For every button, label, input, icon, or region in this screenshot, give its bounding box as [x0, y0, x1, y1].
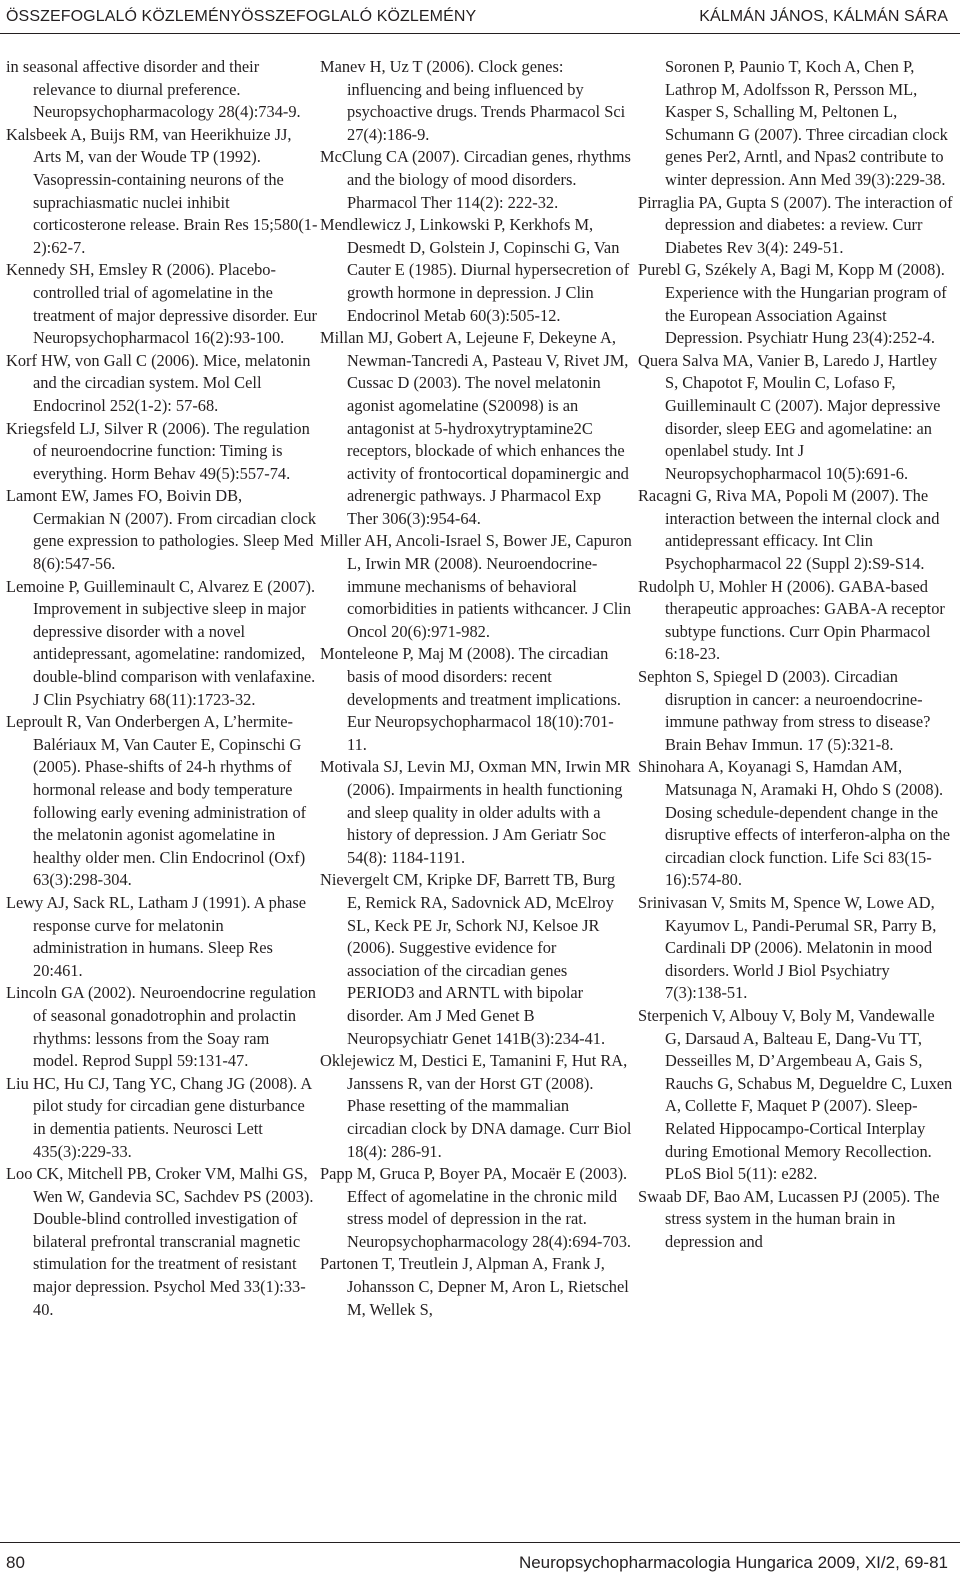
running-header-section: ÖSSZEFOGLALÓ KÖZLEMÉNYÖSSZEFOGLALÓ KÖZLEMÉNY — [6, 8, 477, 25]
reference-column-1 — [6, 56, 318, 1321]
reference-entry: Lamont EW, James FO, Boivin DB, Cermakian N (2007). From circadian clock gene expression to pathologies. Sleep Med 8(6):547-56. — [6, 486, 317, 574]
reference-entry: Swaab DF, Bao AM, Lucassen PJ (2005). The stress system in the human brain in depression and — [638, 1186, 940, 1251]
reference-column-3 — [638, 56, 954, 1253]
reference-entry: Millan MJ, Gobert A, Lejeune F, Dekeyne A, Newman-Tancredi A, Pasteau V, Rivet JM, Cussac D (2003). The novel melatonin agonist agomelatine (S20098) is an antagonist at 5-hydroxytryptamine2C receptors, blockade of which enhances the activity of frontocortical dopaminergic and adrenergic pathways. J Pharmacol Exp Ther 306(3):954-64. — [320, 328, 629, 528]
reference-entry: Purebl G, Székely A, Bagi M, Kopp M (2008). Experience with the Hungarian program of the European Association Against Depression. Psychiatr Hung 23(4):252-4. — [638, 260, 947, 348]
reference-entry: Rudolph U, Mohler H (2006). GABA-based therapeutic approaches: GABA-A receptor subtype functions. Curr Opin Pharmacol 6:18-23. — [638, 576, 945, 664]
reference-entry: Loo CK, Mitchell PB, Croker VM, Malhi GS, Wen W, Gandevia SC, Sachdev PS (2003). Double-blind controlled investigation of bilateral prefrontal transcranial magnetic stimulation for the treatment of resistant major depression. Psychol Med 33(1):33-40. — [6, 1164, 314, 1319]
reference-entry: Pirraglia PA, Gupta S (2007). The interaction of depression and diabetes: a review. Curr Diabetes Rev 3(4): 249-51. — [638, 192, 953, 257]
reference-entry: Korf HW, von Gall C (2006). Mice, melatonin and the circadian system. Mol Cell Endocrinol 252(1-2): 57-68. — [6, 350, 311, 415]
header-rule — [0, 33, 960, 34]
reference-entry: Partonen T, Treutlein J, Alpman A, Frank J, Johansson C, Depner M, Aron L, Rietschel M, Wellek S, — [320, 1254, 629, 1319]
reference-entry: Motivala SJ, Levin MJ, Oxman MN, Irwin MR (2006). Impairments in health functioning and sleep quality in older adults with a history of depression. J Am Geriatr Soc 54(8): 1184-1191. — [320, 757, 631, 867]
reference-entry: Shinohara A, Koyanagi S, Hamdan AM, Matsunaga N, Aramaki H, Ohdo S (2008). Dosing schedule-dependent change in the disruptive effects of interferon-alpha on the circadian clock function. Life Sci 83(15-16):574-80. — [638, 757, 951, 890]
reference-entry: Racagni G, Riva MA, Popoli M (2007). The interaction between the internal clock and antidepressant efficacy. Int Clin Psychopharmacol 22 (Suppl 2):S9-S14. — [638, 486, 940, 574]
reference-entry: Sterpenich V, Albouy V, Boly M, Vandewalle G, Darsaud A, Balteau E, Dang-Vu TT, Desseilles M, D’Argembeau A, Gais S, Rauchs G, Schabus M, Degueldre C, Luxen A, Collette F, Maquet P (2007). Sleep-Related Hippocampo-Cortical Interplay during Emotional Memory Recollection. PLoS Biol 5(11): e282. — [638, 1005, 953, 1184]
reference-entry: Kennedy SH, Emsley R (2006). Placebo-controlled trial of agomelatine in the treatment of major depressive disorder. Eur Neuropsychopharmacol 16(2):93-100. — [6, 260, 318, 348]
reference-entry: Srinivasan V, Smits M, Spence W, Lowe AD, Kayumov L, Pandi-Perumal SR, Parry B, Cardinali DP (2006). Melatonin in mood disorders. World J Biol Psychiatry 7(3):138-51. — [638, 892, 937, 1003]
reference-entry: Lewy AJ, Sack RL, Latham J (1991). A phase response curve for melatonin administration in humans. Sleep Res 20:461. — [6, 892, 306, 980]
reference-entry: Liu HC, Hu CJ, Tang YC, Chang JG (2008). A pilot study for circadian gene disturbance in dementia patients. Neurosci Lett 435(3):229-33. — [6, 1073, 312, 1161]
reference-entry: Kalsbeek A, Buijs RM, van Heerikhuize JJ, Arts M, van der Woude TP (1992). Vasopressin-containing neurons of the suprachiasmatic nuclei inhibit corticosterone release. Brain Res 15;580(1-2):62-7. — [6, 124, 318, 257]
reference-entry: Lincoln GA (2002). Neuroendocrine regulation of seasonal gonadotrophin and prolactin rhythms: lessons from the Soay ram model. Reprod Suppl 59:131-47. — [6, 983, 316, 1071]
reference-entry: Quera Salva MA, Vanier B, Laredo J, Hartley S, Chapotot F, Moulin C, Lofaso F, Guilleminault C (2007). Major depressive disorder, sleep EEG and agomelatine: an openlabel study. Int J Neuropsychopharmacol 10(5):691-6. — [638, 350, 941, 483]
reference-column-2 — [320, 56, 632, 1321]
reference-entry: Sephton S, Spiegel D (2003). Circadian disruption in cancer: a neuroendocrine-immune pathway from stress to disease? Brain Behav Immun. 17 (5):321-8. — [638, 667, 931, 754]
running-header-authors: KÁLMÁN JÁNOS, KÁLMÁN SÁRA — [699, 8, 948, 25]
reference-entry: in seasonal affective disorder and their relevance to diurnal preference. Neuropsychopharmacology 28(4):734-9. — [6, 57, 301, 122]
footer-rule — [0, 1542, 960, 1543]
reference-entry: Oklejewicz M, Destici E, Tamanini F, Hut RA, Janssens R, van der Horst GT (2008). Phase resetting of the mammalian circadian clock by DNA damage. Curr Biol 18(4): 286-91. — [320, 1051, 632, 1161]
reference-entry: Kriegsfeld LJ, Silver R (2006). The regulation of neuroendocrine function: Timing is everything. Horm Behav 49(5):557-74. — [6, 418, 310, 483]
reference-entry: Nievergelt CM, Kripke DF, Barrett TB, Burg E, Remick RA, Sadovnick AD, McElroy SL, Keck PE Jr, Schork NJ, Kelsoe JR (2006). Suggestive evidence for association of the circadian genes PERIOD3 and ARNTL with bipolar disorder. Am J Med Genet B Neuropsychiatr Genet 141B(3):234-41. — [320, 870, 616, 1048]
reference-entry: Papp M, Gruca P, Boyer PA, Mocaër E (2003). Effect of agomelatine in the chronic mild stress model of depression in the rat. Neuropsychopharmacology 28(4):694-703. — [320, 1164, 632, 1251]
reference-entry: Monteleone P, Maj M (2008). The circadian basis of mood disorders: recent developments and treatment implications. Eur Neuropsychopharmacol 18(10):701-11. — [320, 644, 622, 754]
reference-entry: McClung CA (2007). Circadian genes, rhythms and the biology of mood disorders. Pharmacol Ther 114(2): 222-32. — [320, 147, 631, 212]
reference-entry: Mendlewicz J, Linkowski P, Kerkhofs M, Desmedt D, Golstein J, Copinschi G, Van Cauter E (1985). Diurnal hypersecretion of growth hormone in depression. J Clin Endocrinol Metab 60(3):505-12. — [320, 215, 630, 325]
reference-entry-continued: Soronen P, Paunio T, Koch A, Chen P, Lathrop M, Adolfsson R, Persson ML, Kasper S, Schalling M, Peltonen L, Schumann G (2007). Three circadian clock genes Per2, Arntl, and Npas2 contribute to winter depression. Ann Med 39(3):229-38. — [665, 57, 948, 189]
reference-entry: Lemoine P, Guilleminault C, Alvarez E (2007). Improvement in subjective sleep in major depressive disorder with a novel antidepressant, agomelatine: randomized, double-blind comparison with venlafaxine. J Clin Psychiatry 68(11):1723-32. — [6, 576, 316, 709]
page-number: 80 — [6, 1553, 25, 1572]
reference-entry: Miller AH, Ancoli-Israel S, Bower JE, Capuron L, Irwin MR (2008). Neuroendocrine-immune mechanisms of behavioral comorbidities in patients withcancer. J Clin Oncol 20(6):971-982. — [320, 531, 632, 641]
reference-entry: Manev H, Uz T (2006). Clock genes: influencing and being influenced by psychoactive drugs. Trends Pharmacol Sci 27(4):186-9. — [320, 57, 626, 144]
journal-citation: Neuropsychopharmacologia Hungarica 2009, XI/2, 69-81 — [518, 1553, 948, 1572]
reference-entry: Leproult R, Van Onderbergen A, L’hermite-Balériaux M, Van Cauter E, Copinschi G (2005). Phase-shifts of 24-h rhythms of hormonal release and body temperature following early evening administration of the melatonin agonist agomelatine in healthy older men. Clin Endocrinol (Oxf) 63(3):298-304. — [6, 712, 307, 890]
